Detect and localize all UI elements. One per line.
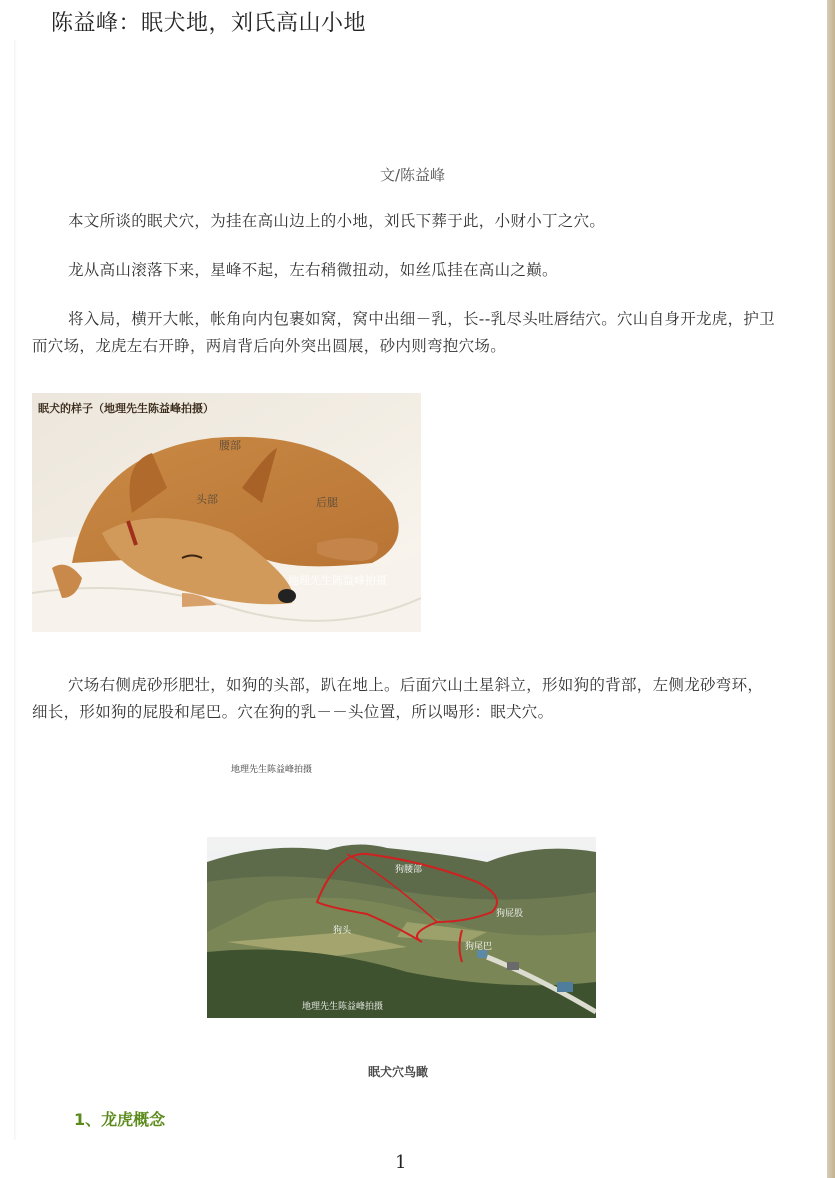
aerial-illustration <box>207 782 596 1018</box>
page-number: 1 <box>395 1152 407 1173</box>
dog-photo-caption: 眠犬的样子（地理先生陈益峰拍摄） <box>38 402 214 415</box>
aerial-photo <box>207 782 596 1018</box>
page-edge-strip <box>827 0 835 1178</box>
aerial-label-hip: 狗屁股 <box>496 909 524 919</box>
label-waist: 腰部 <box>219 439 241 452</box>
dog-photo-watermark: 地理先生陈益峰拍摄 <box>288 574 387 587</box>
dog-illustration <box>32 393 421 632</box>
paragraph-2: 龙从高山滚落下来，星峰不起，左右稍微扭动，如丝瓜挂在高山之巅。 <box>68 261 558 279</box>
aerial-top-watermark: 地理先生陈益峰拍摄 <box>231 765 313 775</box>
article-title: 陈益峰：眠犬地，刘氏高山小地 <box>51 11 367 36</box>
aerial-label-waist: 狗腰部 <box>395 865 423 875</box>
paragraph-3: 将入局，横开大帐，帐角向内包裹如窝，窝中出细－乳，长--乳尽头吐唇结穴。穴山自身开龙虎，护卫而穴场，龙虎左右开睁，两肩背后向外突出圆展，砂内则弯抱穴场。 <box>32 310 775 355</box>
label-hind-leg: 后腿 <box>316 496 338 509</box>
page-left-shadow <box>14 40 17 1140</box>
label-head: 头部 <box>196 493 218 506</box>
aerial-photo-caption: 眠犬穴鸟瞰 <box>368 1065 429 1079</box>
aerial-label-head: 狗头 <box>333 926 352 936</box>
author-byline: 文/陈益峰 <box>380 166 446 184</box>
aerial-bottom-watermark: 地理先生陈益峰拍摄 <box>302 1002 384 1012</box>
dog-photo <box>32 393 421 632</box>
paragraph-1: 本文所谈的眠犬穴，为挂在高山边上的小地，刘氏下葬于此，小财小丁之穴。 <box>68 212 606 230</box>
paragraph-4: 穴场右侧虎砂形肥壮，如狗的头部，趴在地上。后面穴山土星斜立，形如狗的背部，左侧龙砂弯环，细长，形如狗的屁股和尾巴。穴在狗的乳－－头位置，所以喝形：眠犬穴。 <box>32 676 764 721</box>
section-heading: 1、龙虎概念 <box>74 1110 166 1129</box>
aerial-label-tail: 狗尾巴 <box>465 942 493 952</box>
